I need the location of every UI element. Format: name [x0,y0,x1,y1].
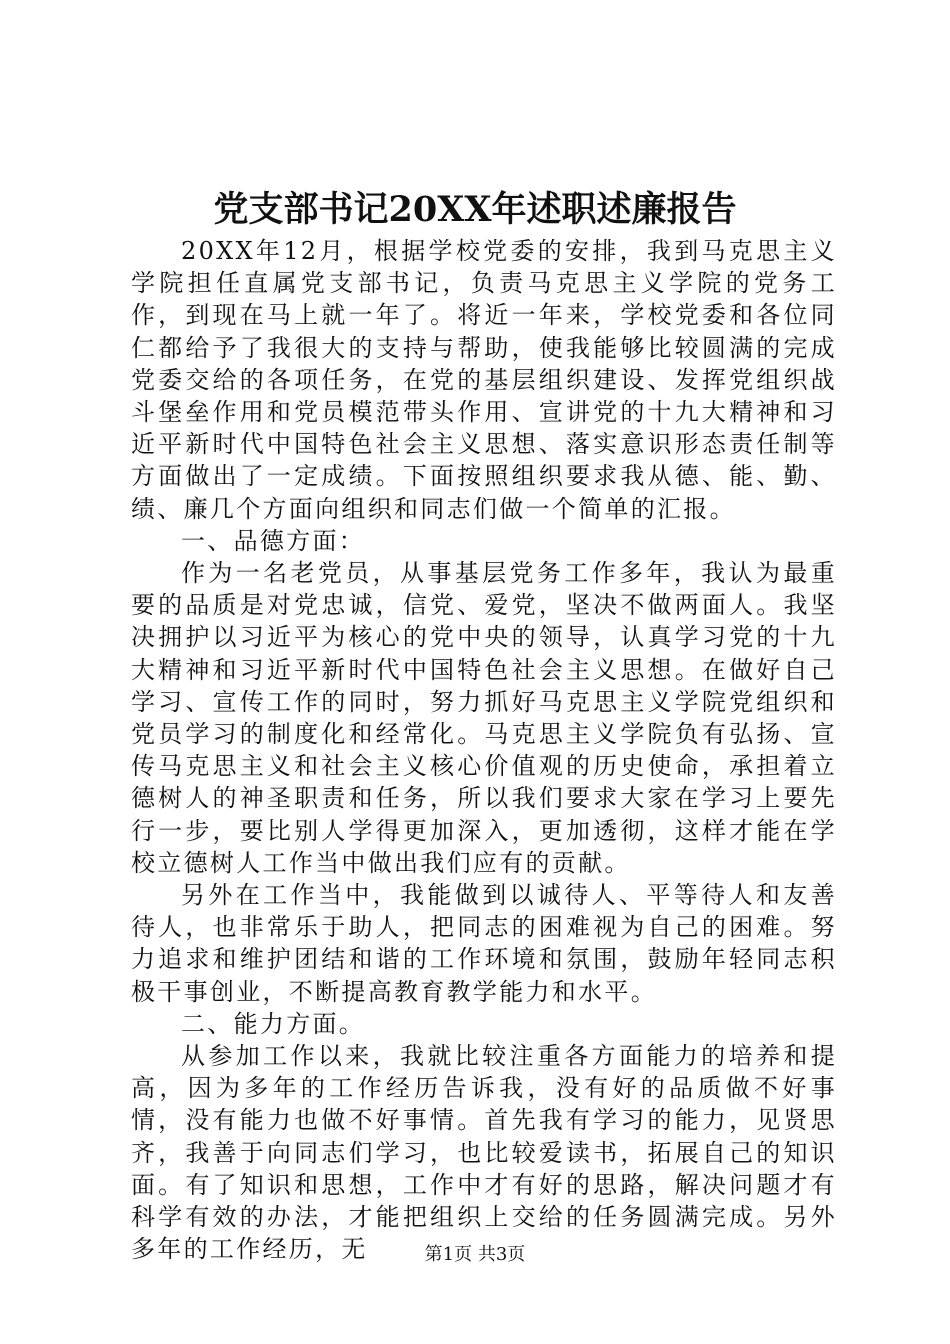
paragraph-morality-2: 另外在工作当中，我能做到以诚待人、平等待人和友善待人，也非常乐于助人，把同志的困难视为自己的困难。努力追求和维护团结和谐的工作环境和氛围，鼓励年轻同志积极干事创业，不断提高教育教学能力和水平。 [131,881,837,1006]
section-heading-morality: 一、品德方面： [181,526,366,555]
paragraph-intro: 20XX年12月，根据学校党委的安排，我到马克思主义学院担任直属党支部书记，负责马克思主义学院的党务工作，到现在马上就一年了。将近一年来，学校党委和各位同仁都给予了我很大的支持与帮助，使我能够比较圆满的完成党委交给的各项任务，在党的基层组织建设、发挥党组织战斗堡垒作用和党员模范带头作用、宣讲党的十九大精神和习近平新时代中国特色社会主义思想、落实意识形态责任制等方面做出了一定成绩。下面按照组织要求我从德、能、勤、绩、廉几个方面向组织和同志们做一个简单的汇报。 [131,237,837,523]
document-title: 党支部书记20XX年述职述廉报告 [213,189,737,230]
section-heading-ability: 二、能力方面。 [181,1009,366,1038]
paragraph-morality-1: 作为一名老党员，从事基层党务工作多年，我认为最重要的品质是对党忠诚，信党、爱党，坚决不做两面人。我坚决拥护以习近平为核心的党中央的领导，认真学习党的十九大精神和习近平新时代中国特色社会主义思想。在做好自己学习、宣传工作的同时，努力抓好马克思主义学院党组织和党员学习的制度化和经常化。马克思主义学院负有弘扬、宣传马克思主义和社会主义核心价值观的历史使命，承担着立德树人的神圣职责和任务，所以我们要求大家在学习上要先行一步，要比别人学得更加深入，更加透彻，这样才能在学校立德树人工作当中做出我们应有的贡献。 [131,559,837,877]
paragraph-ability-1: 从参加工作以来，我就比较注重各方面能力的培养和提高，因为多年的工作经历告诉我，没有好的品质做不好事情，没有能力也做不好事情。首先我有学习的能力，见贤思齐，我善于向同志们学习，也比较爱读书，拓展自己的知识面。有了知识和思想，工作中才有好的思路，解决问题才有科学有效的办法，才能把组织上交给的任务圆满完成。另外多年的工作经历，无 [131,1042,837,1264]
document-body [131,235,837,1266]
page-footer: 第1页 共3页 [424,1244,526,1265]
